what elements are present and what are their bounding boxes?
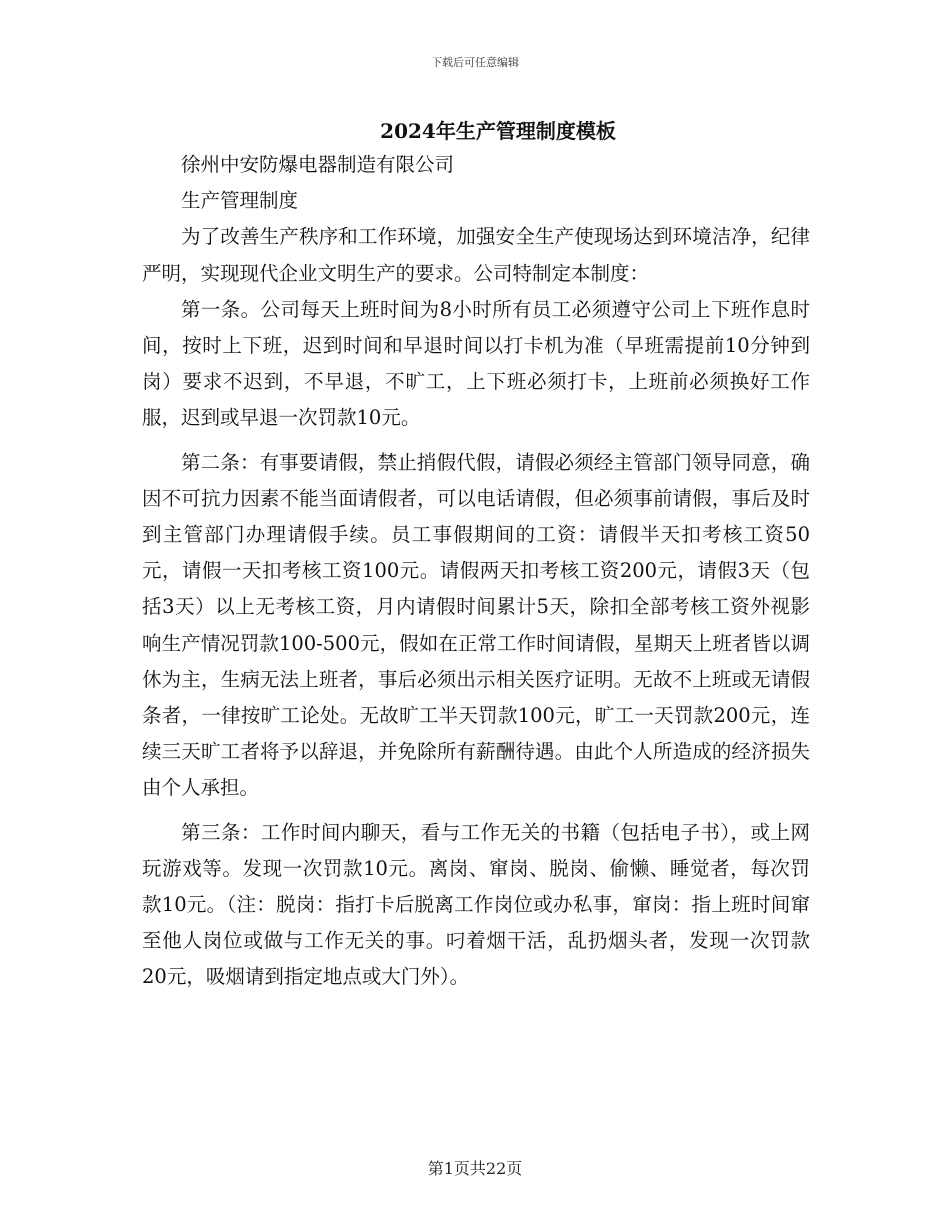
- article-3: 第三条：工作时间内聊天，看与工作无关的书籍（包括电子书），或上网玩游戏等。发现一次罚款10元。离岗、窜岗、脱岗、偷懒、睡觉者，每次罚款10元。（注：脱岗：指打卡后脱离工作岗位或办私事，窜岗：指上班时间窜至他人岗位或做与工作无关的事。叼着烟干活，乱扔烟头者，发现一次罚款20元，吸烟请到指定地点或大门外）。: [142, 820, 810, 989]
- page-indicator: 第1页共22页: [427, 1159, 523, 1178]
- document-title: 2024年生产管理制度模板: [380, 119, 616, 143]
- intro-paragraph: 为了改善生产秩序和工作环境，加强安全生产使现场达到环境洁净，纪律严明，实现现代企业文明生产的要求。公司特制定本制度：: [142, 225, 810, 285]
- header-note: 下载后可任意编辑: [431, 56, 519, 69]
- article-2: 第二条：有事要请假，禁止捎假代假，请假必须经主管部门领导同意，确因不可抗力因素不能当面请假者，可以电话请假，但必须事前请假，事后及时到主管部门办理请假手续。员工事假期间的工资：请假半天扣考核工资50元，请假一天扣考核工资100元。请假两天扣考核工资200元，请假3天（包括3天）以上无考核工资，月内请假时间累计5天，除扣全部考核工资外视影响生产情况罚款100-500元，假如在正常工作时间请假，星期天上班者皆以调休为主，生病无法上班者，事后必须出示相关医疗证明。无故不上班或无请假条者，一律按旷工论处。无故旷工半天罚款100元，旷工一天罚款200元，连续三天旷工者将予以辞退，并免除所有薪酬待遇。由此个人所造成的经济损失由个人承担。: [142, 450, 810, 800]
- article-1: 第一条。公司每天上班时间为8小时所有员工必须遵守公司上下班作息时间，按时上下班，迟到时间和早退时间以打卡机为准（早班需提前10分钟到岗）要求不迟到，不早退，不旷工，上下班必须打卡，上班前必须换好工作服，迟到或早退一次罚款10元。: [142, 297, 810, 430]
- document-body: [142, 147, 810, 996]
- company-name: 徐州中安防爆电器制造有限公司: [181, 153, 455, 176]
- document-subtitle: 生产管理制度: [181, 189, 299, 213]
